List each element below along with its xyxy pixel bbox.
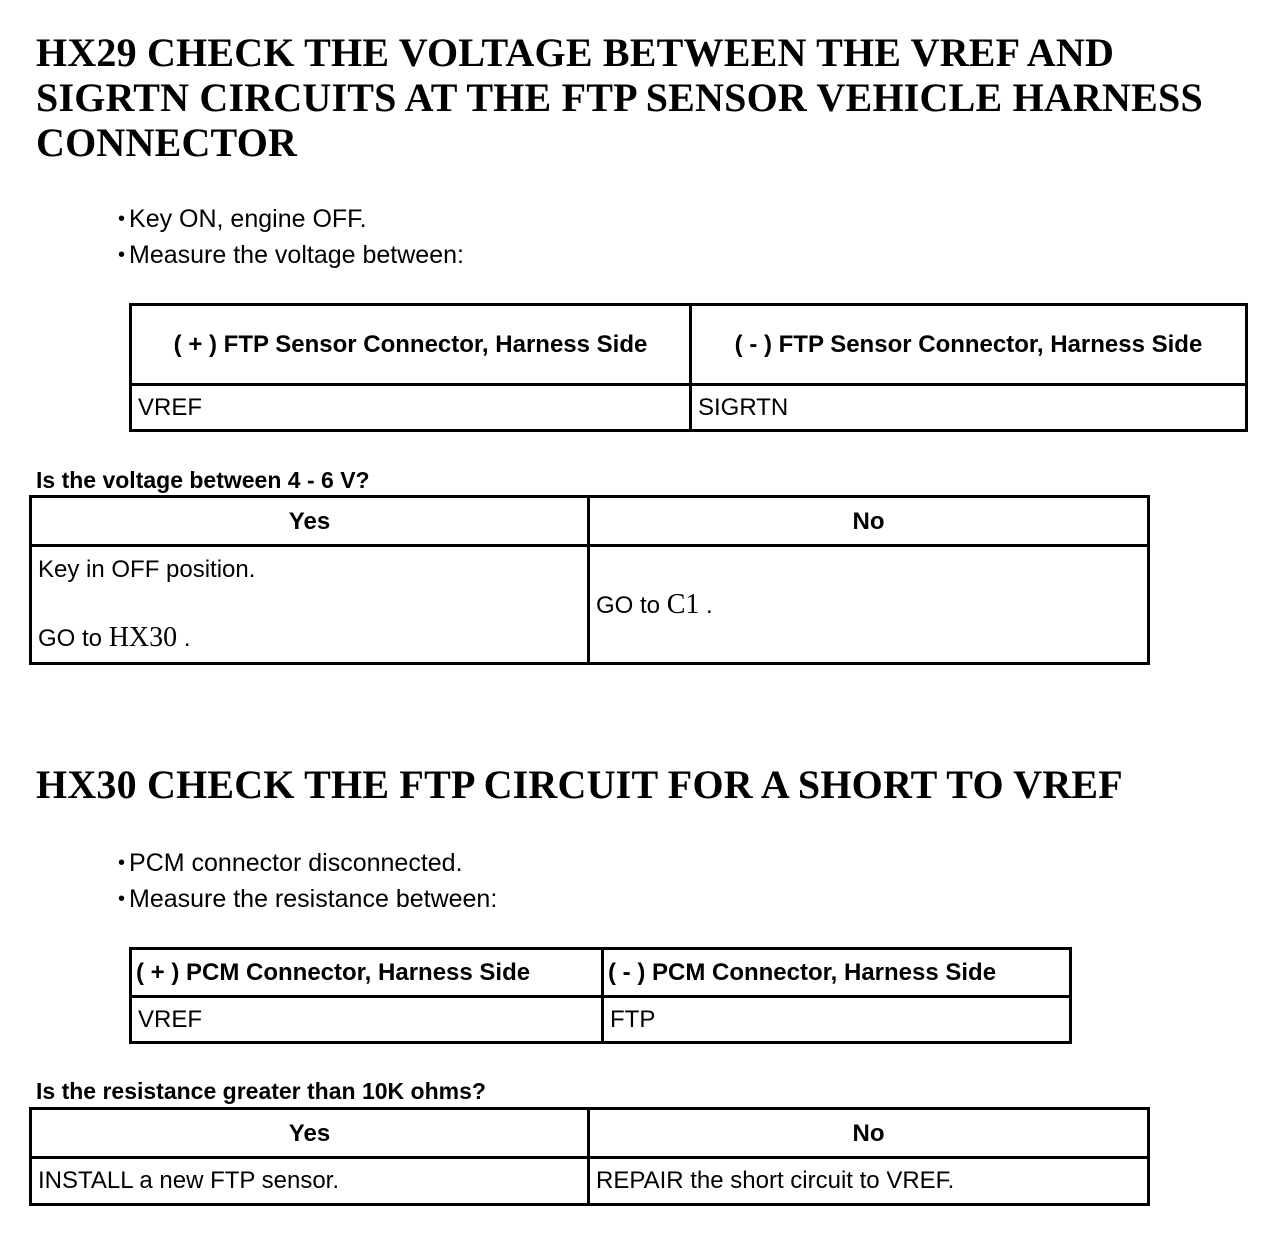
list-item: • Key ON, engine OFF. (118, 202, 464, 238)
yes-goto-label: GO to (38, 625, 103, 652)
yes-instruction: Key in OFF position. (38, 556, 256, 583)
table-row (131, 997, 1071, 1043)
hx29-question: Is the voltage between 4 - 6 V? (36, 467, 370, 493)
hx30-decision-table (29, 1107, 1150, 1206)
table-cell: SIGRTN (691, 385, 1247, 431)
table-header-row (131, 949, 1071, 997)
hx29-title: HX29 CHECK THE VOLTAGE BETWEEN THE VREF AND SIGRTN CIRCUITS AT THE FTP SENSOR VEHICLE HARNESS CONNECTOR (36, 30, 1203, 165)
table-header: ( + ) FTP Sensor Connector, Harness Side (131, 305, 691, 385)
no-goto-label: GO to (596, 591, 661, 619)
yes-header: Yes (31, 1109, 589, 1158)
hx30-measure-table (129, 947, 1072, 1044)
table-header: ( - ) FTP Sensor Connector, Harness Side (691, 305, 1247, 385)
hx29-measure-table (129, 303, 1248, 432)
table-header-row (31, 497, 1149, 546)
no-header: No (589, 497, 1149, 546)
hx29-decision-table (29, 495, 1150, 665)
hx30-title: HX30 CHECK THE FTP CIRCUIT FOR A SHORT TO VREF (36, 762, 1123, 807)
hx30-bullet-list (118, 846, 497, 918)
table-cell: VREF (131, 997, 603, 1043)
no-header: No (589, 1109, 1149, 1158)
table-header-row (31, 1109, 1149, 1158)
table-cell: FTP (603, 997, 1071, 1043)
list-item: • Measure the voltage between: (118, 238, 464, 274)
list-item: • Measure the resistance between: (118, 882, 497, 918)
hx30-link[interactable]: HX30 (108, 622, 178, 653)
yes-cell: INSTALL a new FTP sensor. (31, 1158, 589, 1205)
table-row (131, 385, 1247, 431)
yes-cell: Key in OFF position. GO to HX30 . (31, 546, 589, 664)
yes-header: Yes (31, 497, 589, 546)
c1-link[interactable]: C1 (666, 588, 700, 620)
table-header: ( + ) PCM Connector, Harness Side (131, 949, 603, 997)
no-cell: REPAIR the short circuit to VREF. (589, 1158, 1149, 1205)
table-row (31, 1158, 1149, 1205)
table-header: ( - ) PCM Connector, Harness Side (603, 949, 1071, 997)
hx29-bullet-list (118, 202, 464, 274)
hx30-question: Is the resistance greater than 10K ohms? (36, 1078, 486, 1104)
table-header-row (131, 305, 1247, 385)
table-cell: VREF (131, 385, 691, 431)
list-item: • PCM connector disconnected. (118, 846, 497, 882)
no-cell: GO to C1 . (589, 546, 1149, 664)
table-row (31, 546, 1149, 664)
